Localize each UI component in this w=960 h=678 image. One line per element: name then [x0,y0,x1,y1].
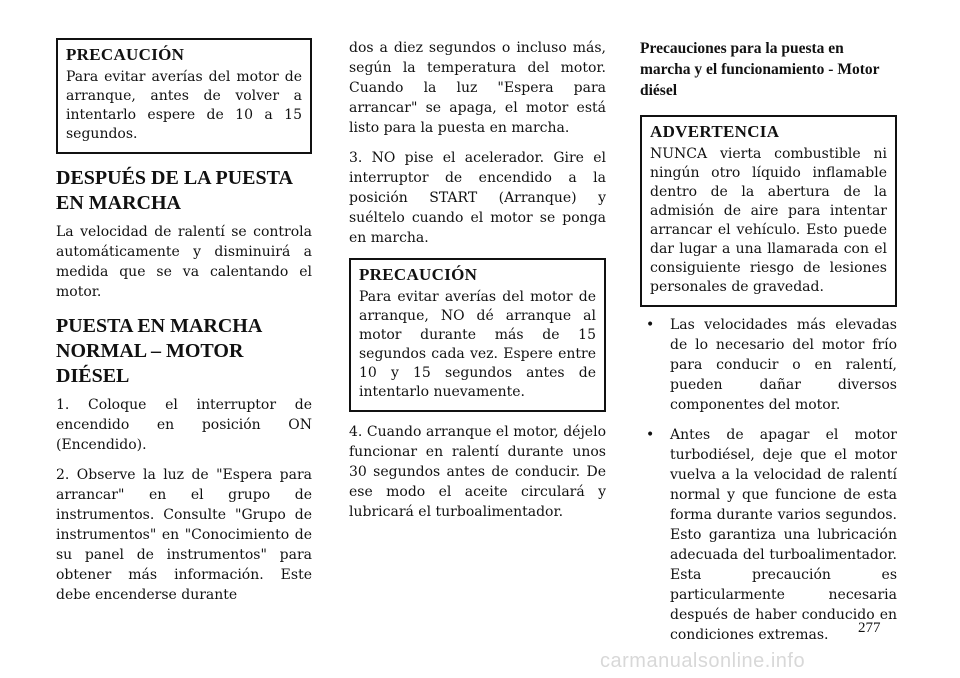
step-1: 1. Coloque el interruptor de encendido en posición ON (Encendido). [56,397,312,453]
subheading-diesel-precautions: Precauciones para la puesta en marcha y el funcionamiento - Motor diésel [640,40,880,99]
column-middle [349,38,606,532]
caution-text: Para evitar averías del motor de arranque, antes de volver a intentarlo espere de 10 a 15 segundos. [66,69,302,142]
warning-text: NUNCA vierta combustible ni ningún otro líquido inflamable dentro de la abertura de la admisión de aire para intentar arrancar el vehículo. Esto puede dar lugar a una llamarada con el consiguiente riesgo de lesiones personales de gravedad. [650,146,887,295]
step-3: 3. NO pise el acelerador. Gire el interruptor de encendido a la posición START (Arranque) y suéltelo cuando el motor se ponga en marcha. [349,150,606,246]
step-2-part-2: dos a diez segundos o incluso más, según la temperatura del motor. Cuando la luz "Espera para arrancar" se apaga, el motor está listo para la puesta en marcha. [349,40,606,136]
warning-box [640,115,897,307]
column-left [56,38,312,615]
caution-text: Para evitar averías del motor de arranque, NO dé arranque al motor durante más de 15 segundos cada vez. Espere entre 10 y 15 segundos antes de intentarlo nuevamente. [359,289,596,400]
bullet-icon: • [646,317,655,333]
list-item-text: Antes de apagar el motor turbodiésel, deje que el motor vuelva a la velocidad de ralentí normal y que funcione de esta forma durante varios segundos. Esto garantiza una lubricación adecuada del turboalimentador. Esta precaución es particularmente necesaria después de haber conducido en condiciones extremas. [670,427,897,643]
page-number: 277 [858,620,881,636]
warning-title: ADVERTENCIA [650,122,780,141]
caution-box [349,258,606,412]
step-2-part-1: 2. Observe la luz de "Espera para arrancar" en el grupo de instrumentos. Consulte "Grupo de instrumentos" en "Conocimiento de su panel de instrumentos" para obtener más información. Este debe encenderse durante [56,467,312,603]
list-item [640,425,897,645]
paragraph-idle-speed: La velocidad de ralentí se controla automáticamente y disminuirá a medida que se va calentando el motor. [56,224,312,300]
section-heading-normal-start-diesel: PUESTA EN MARCHA NORMAL – MOTOR DIÉSEL [56,315,262,387]
step-4: 4. Cuando arranque el motor, déjelo funcionar en ralentí durante unos 30 segundos antes de conducir. De ese modo el aceite circulará y lubricará el turboalimentador. [349,424,606,520]
list-item-text: Las velocidades más elevadas de lo necesario del motor frío para conducir o en ralentí, pueden dañar diversos componentes del motor. [670,317,897,413]
list-item [640,315,897,415]
bullet-icon: • [646,427,655,443]
caution-title: PRECAUCIÓN [359,265,478,284]
column-right [640,38,897,655]
caution-box [56,38,312,154]
caution-title: PRECAUCIÓN [66,45,185,64]
precautions-list [640,315,897,645]
section-heading-after-start: DESPUÉS DE LA PUESTA EN MARCHA [56,167,292,214]
watermark: carmanualsonline.info [600,650,806,672]
